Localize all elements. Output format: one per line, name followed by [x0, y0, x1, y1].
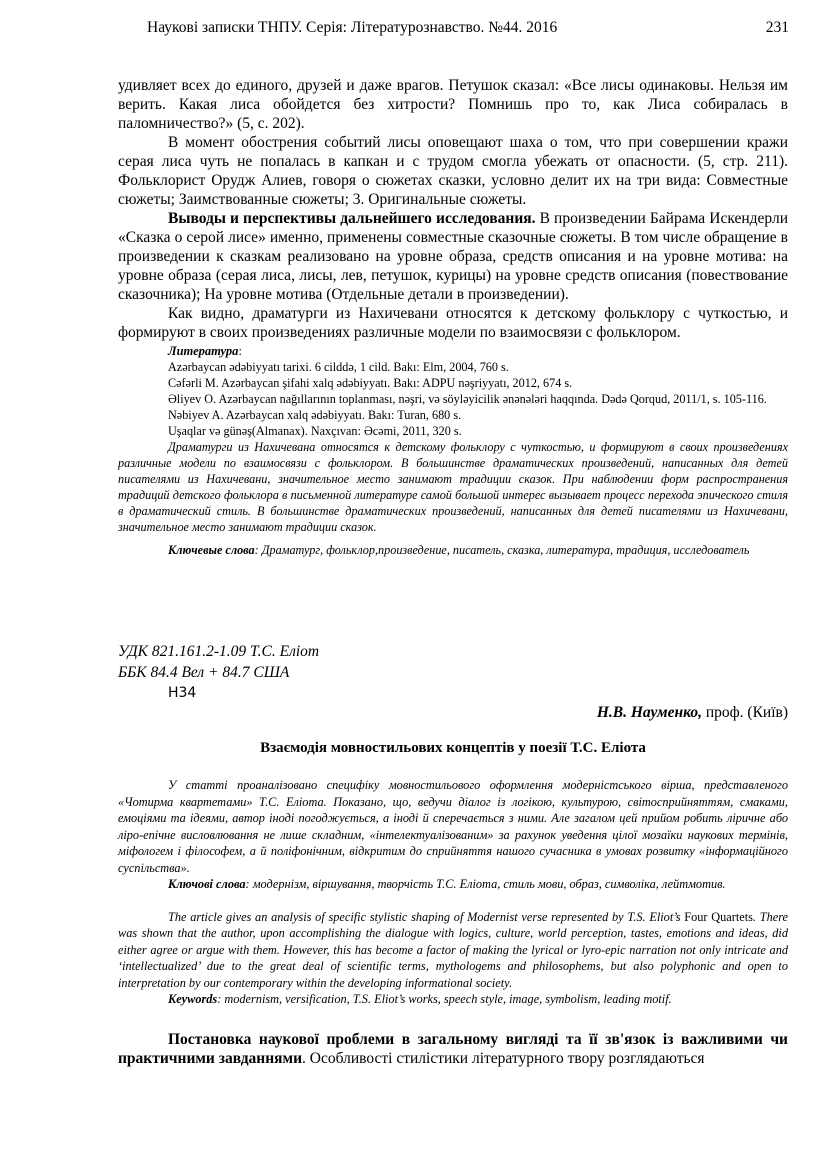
author-name: Н.В. Науменко,: [596, 704, 702, 721]
reference-item: Azərbaycan ədəbiyyatı tarixi. 6 cilddə, 1 cild. Bakı: Elm, 2004, 760 s.: [168, 360, 509, 374]
paragraph-1: удивляет всех до единого, друзей и даже врагов. Петушок сказал: «Все лисы одинаковы. Нельзя им верить. Какая лиса обойдется без хитрости? Помнишь про то, как Лиса собиралась в паломничество?» (5, с. 202).: [118, 77, 788, 132]
keywords-english: Keywords: modernism, versification, T.S. Eliot’s works, speech style, image, symbolism, leading motif.: [168, 992, 672, 1006]
section-intro: Постановка наукової проблеми в загальному вигляді та її зв'язок із важливими чи практичними завданнями. Особливості стилістики літературного твору розглядаються: [118, 1030, 788, 1067]
reference-list: [118, 359, 788, 439]
bbk-code: ББК 84.4 Вел + 84.7 США: [118, 664, 290, 681]
reference-item: Nəbiyev A. Azərbaycan xalq ədəbiyyatı. Bakı: Turan, 680 s.: [168, 408, 462, 422]
paragraph-4: Как видно, драматурги из Нахичевани относятся к детскому фольклору с чуткостью, и формируют в своих произведениях различные модели по взаимосвязи с фольклором.: [118, 305, 788, 341]
reference-item: Əliyev O. Azərbaycan nağıllarının toplanması, nəşri, və söyləyicilik ənənələri haqqında. Dədə Qorqud, 2011/1, s. 105-116.: [168, 392, 767, 406]
paragraph-conclusions: [118, 209, 788, 304]
abstract-ukrainian: У статті проаналізовано специфіку мовностильового оформлення модерністського вірша, представленого «Чотирма квартетами» Т.С. Еліота. Показано, що, ведучи діалог із логікою, культурою, світосприйняттям, смаками, емоціями та ідеями, автор іноді погоджується, а іноді й сперечається з ними. Але загалом цей прийом робить ліричне або ліро-епічне висловлювання не лише складним, «інтелектуалізованим» за рахунок уведення цілої мозаїки наукових термінів, міфологем і філософем, а й поліфонічним, відкритим до сприйняття нашого сучасника в умовах розвитку «інформаційного суспільства».: [118, 778, 788, 875]
keywords-russian: Ключевые слова: Драматург, фольклор,произведение, писатель, сказка, литература, традиция, исследователь: [168, 543, 750, 557]
author-line: [118, 703, 788, 723]
author-sign: Н34: [168, 685, 197, 701]
udk-code: УДК 821.161.2-1.09 Т.С. Еліот: [118, 643, 320, 660]
reference-item: Uşaqlar və günəş(Almanax). Naxçıvan: Əcəmi, 2011, 320 s.: [168, 424, 462, 438]
literature-heading: Литература:: [168, 344, 242, 358]
keywords-ukrainian: Ключові слова: модернізм, віршування, творчість Т.С. Еліота, стиль мови, образ, символіка, лейтмотив.: [168, 877, 726, 891]
abstract-english: The article gives an analysis of specific stylistic shaping of Modernist verse represented by T.S. Eliot’s Four Quartets. There was shown that the author, upon accomplishing the dialogue with logics, culture, world perception, tastes, emotions and ideas, did either agree or argue with them. However, this has become a factor of making the lyrical or lyro-epic narration not only intricate and ‘intellectualized’ due to the great deal of scientific terms, mythologems and philosophems, but also polyphonic and open to interpretation by our contemporary within the developing informational society.: [118, 909, 788, 990]
journal-title: Наукові записки ТНПУ. Серія: Літературознавство. №44. 2016: [147, 19, 558, 36]
running-header: [147, 19, 789, 37]
new-article: [118, 641, 788, 1068]
reference-item: Cəfərli M. Azərbaycan şifahi xalq ədəbiyyatı. Bakı: ADPU nəşriyyatı, 2012, 674 s.: [168, 376, 573, 390]
article-conclusion: [118, 76, 788, 558]
conclusions-heading: Выводы и перспективы дальнейшего исследования.: [168, 210, 536, 227]
conclusions-text: В произведении Байрама Искендерли «Сказка о серой лисе» именно, применены совместные сказочные сюжеты. В том числе обращение в произведении к сказкам реализовано на уровне образа, средств описания и на уровне мотива: на уровне образа (серая лиса, лисы, лев, петушок, курицы) на уровне средств описания (повествование сказочника); На уровне мотива (Отдельные детали в произведении).: [118, 210, 788, 303]
summary-russian: Драматурги из Нахичевана относятся к детскому фольклору с чуткостью, и формируют в своих произведениях различные модели по взаимосвязи с фольклором. В большинстве драматических произведений, написанных для детей писателями из Нахичевани, значительное место занимают традиции сказок. При наблюдении форм распространения традиций детского фольклора в письменной литературе самой большой интерес вызывает процесс перехода эпического стиля в драматический стиль. В большинстве драматических произведений, написанных для детей писателями из Нахичевани, значительное место занимают традиции сказок.: [118, 440, 788, 534]
author-affiliation: проф. (Київ): [701, 704, 788, 721]
paragraph-2: В момент обострения событий лисы оповещают шаха о том, что при совершении кражи серая лиса чуть не попалась в капкан и с трудом смогла убежать от опасности. (5, стр. 211). Фольклорист Орудж Алиев, говоря о сюжетах сказки, условно делит их на три вида: Совместные сюжеты; Заимствованные сюжеты; 3. Оригинальные сюжеты.: [118, 134, 788, 208]
article-title: Взаємодія мовностильових концептів у поезії Т.С. Еліота: [260, 740, 646, 756]
section-heading: Постановка наукової проблеми в загальному вигляді та її зв'язок із важливими чи практичними завданнями: [118, 1030, 788, 1067]
page-number: 231: [765, 19, 789, 36]
